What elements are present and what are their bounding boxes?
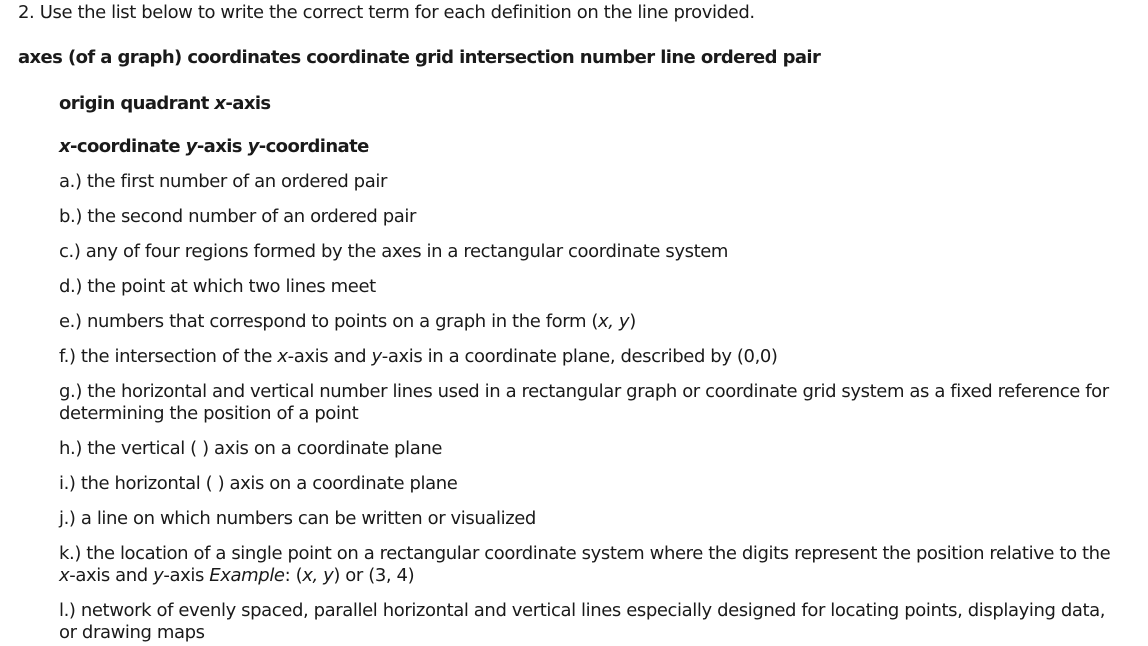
definition-j: j.) a line on which numbers can be written or visualized: [59, 508, 536, 529]
definition-e: e.) numbers that correspond to points on a graph in the form (x, y): [59, 311, 636, 332]
definition-h: h.) the vertical ( ) axis on a coordinate plane: [59, 438, 443, 459]
instructions-text: 2. Use the list below to write the correct term for each definition on the line provided.: [18, 2, 755, 23]
definition-g: g.) the horizontal and vertical number lines used in a rectangular graph or coordinate grid system as a fixed reference for determining the position of a point: [59, 381, 1109, 424]
word-bank-row-1: axes (of a graph) coordinates coordinate grid intersection number line ordered pair: [18, 47, 821, 68]
definition-f: f.) the intersection of the x-axis and y-axis in a coordinate plane, described by (0,0): [59, 346, 778, 367]
definition-d: d.) the point at which two lines meet: [59, 276, 376, 297]
definition-c: c.) any of four regions formed by the axes in a rectangular coordinate system: [59, 241, 729, 262]
word-bank-row-2: origin quadrant x-axis: [59, 93, 271, 114]
definition-k: k.) the location of a single point on a rectangular coordinate system where the digits represent the position relative to the x-axis and y-axis Example: (x, y) or (3, 4): [59, 543, 1111, 586]
word-bank-row-3: x-coordinate y-axis y-coordinate: [59, 136, 369, 157]
definition-b: b.) the second number of an ordered pair: [59, 206, 416, 227]
definition-l: l.) network of evenly spaced, parallel horizontal and vertical lines especially designed for locating points, displaying data, or drawing maps: [59, 600, 1106, 643]
definition-i: i.) the horizontal ( ) axis on a coordinate plane: [59, 473, 458, 494]
definition-a: a.) the first number of an ordered pair: [59, 171, 387, 192]
